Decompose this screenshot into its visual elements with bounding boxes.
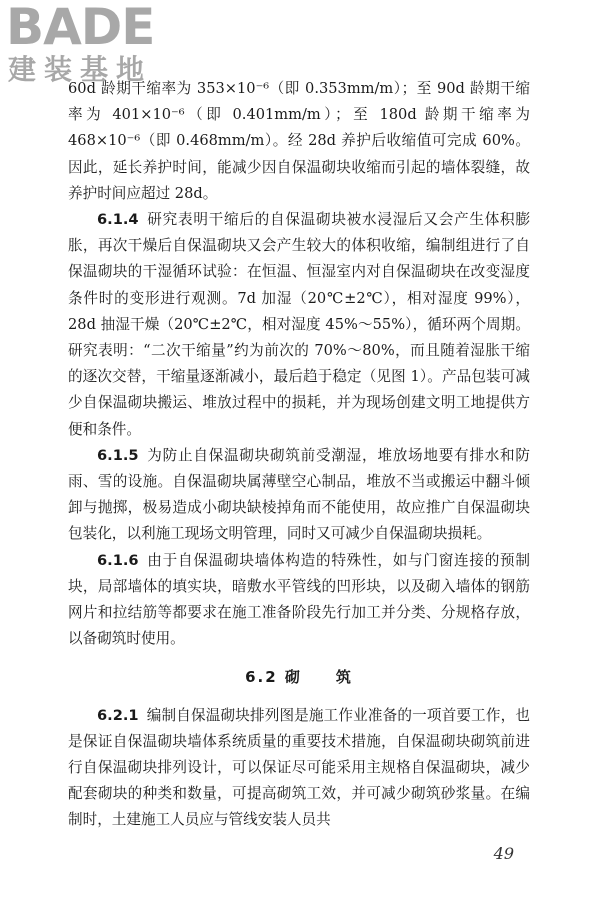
- clause-number: 6.1.6: [97, 551, 139, 569]
- document-body: [68, 76, 530, 834]
- logo-tagline: 建装基地: [8, 53, 153, 86]
- clause-6-1-4: [68, 207, 530, 443]
- clause-6-2-1: [68, 703, 530, 834]
- clause-text: 由于自保温砌块墙体构造的特殊性，如与门窗连接的预制块，局部墙体的填实块，暗敷水平管线的凹形块，以及砌入墙体的钢筋网片和拉结筋等都要求在施工准备阶段先行加工并分类、分规格存放，以备砌筑时使用。: [68, 551, 530, 648]
- clause-text: 研究表明干缩后的自保温砌块被水浸湿后又会产生体积膨胀，再次干燥后自保温砌块又会产生较大的体积收缩，编制组进行了自保温砌块的干湿循环试验：在恒温、恒湿室内对自保温砌块在改变湿度条件时的变形进行观测。7d 加湿（20℃±2℃），相对湿度 99%），28d 抽湿干燥（20℃±2℃，相对湿度 45%～55%），循环两个周期。研究表明：“二次干缩量”约为前次的 70%～80%，而且随着湿胀干缩的逐次交替，干缩量逐渐减小，最后趋于稳定（见图 1）。产品包装可减少自保温砌块搬运、堆放过程中的损耗，并为现场创建文明工地提供方便和条件。: [68, 211, 530, 438]
- clause-text: 编制自保温砌块排列图是施工作业准备的一项首要工作，也是保证自保温砌块墙体系统质量的重要技术措施，自保温砌块砌筑前进行自保温砌块排列设计，可以保证尽可能采用主规格自保温砌块，减少配套砌块的种类和数量，可提高砌筑工效，并可减少砌筑砂浆量。在编制时，土建施工人员应与管线安装人员共: [68, 706, 530, 829]
- clause-6-1-6: [68, 548, 530, 653]
- clause-text: 为防止自保温砌块砌筑前受潮湿，堆放场地要有排水和防雨、雪的设施。自保温砌块属薄壁空心制品，堆放不当或搬运中翻斗倾卸与抛掷，极易造成小砌块缺棱掉角而不能使用，故应推广自保温砌块包装化，以利施工现场文明管理，同时又可减少自保温砌块损耗。: [68, 446, 530, 543]
- clause-6-1-5: [68, 443, 530, 548]
- paragraph-text: 60d 龄期干缩率为 353×10⁻⁶（即 0.353mm/m）；至 90d 龄期干缩率为 401×10⁻⁶（即 0.401mm/m）；至 180d 龄期干缩率为 468×10⁻⁶（即 0.468mm/m）。经 28d 养护后收缩值可完成 60%。因此，延长养护时间，能减少因自保温砌块收缩而引起的墙体裂缝，故养护时间应超过 28d。: [68, 80, 530, 202]
- clause-number: 6.2.1: [97, 706, 139, 724]
- section-heading: 6.2 砌 筑: [245, 668, 353, 687]
- paragraph-continued: [68, 76, 530, 207]
- clause-number: 6.1.4: [97, 211, 139, 229]
- page-number: 49: [493, 844, 514, 863]
- logo-wordmark: BADE: [6, 0, 155, 56]
- clause-number: 6.1.5: [97, 446, 139, 464]
